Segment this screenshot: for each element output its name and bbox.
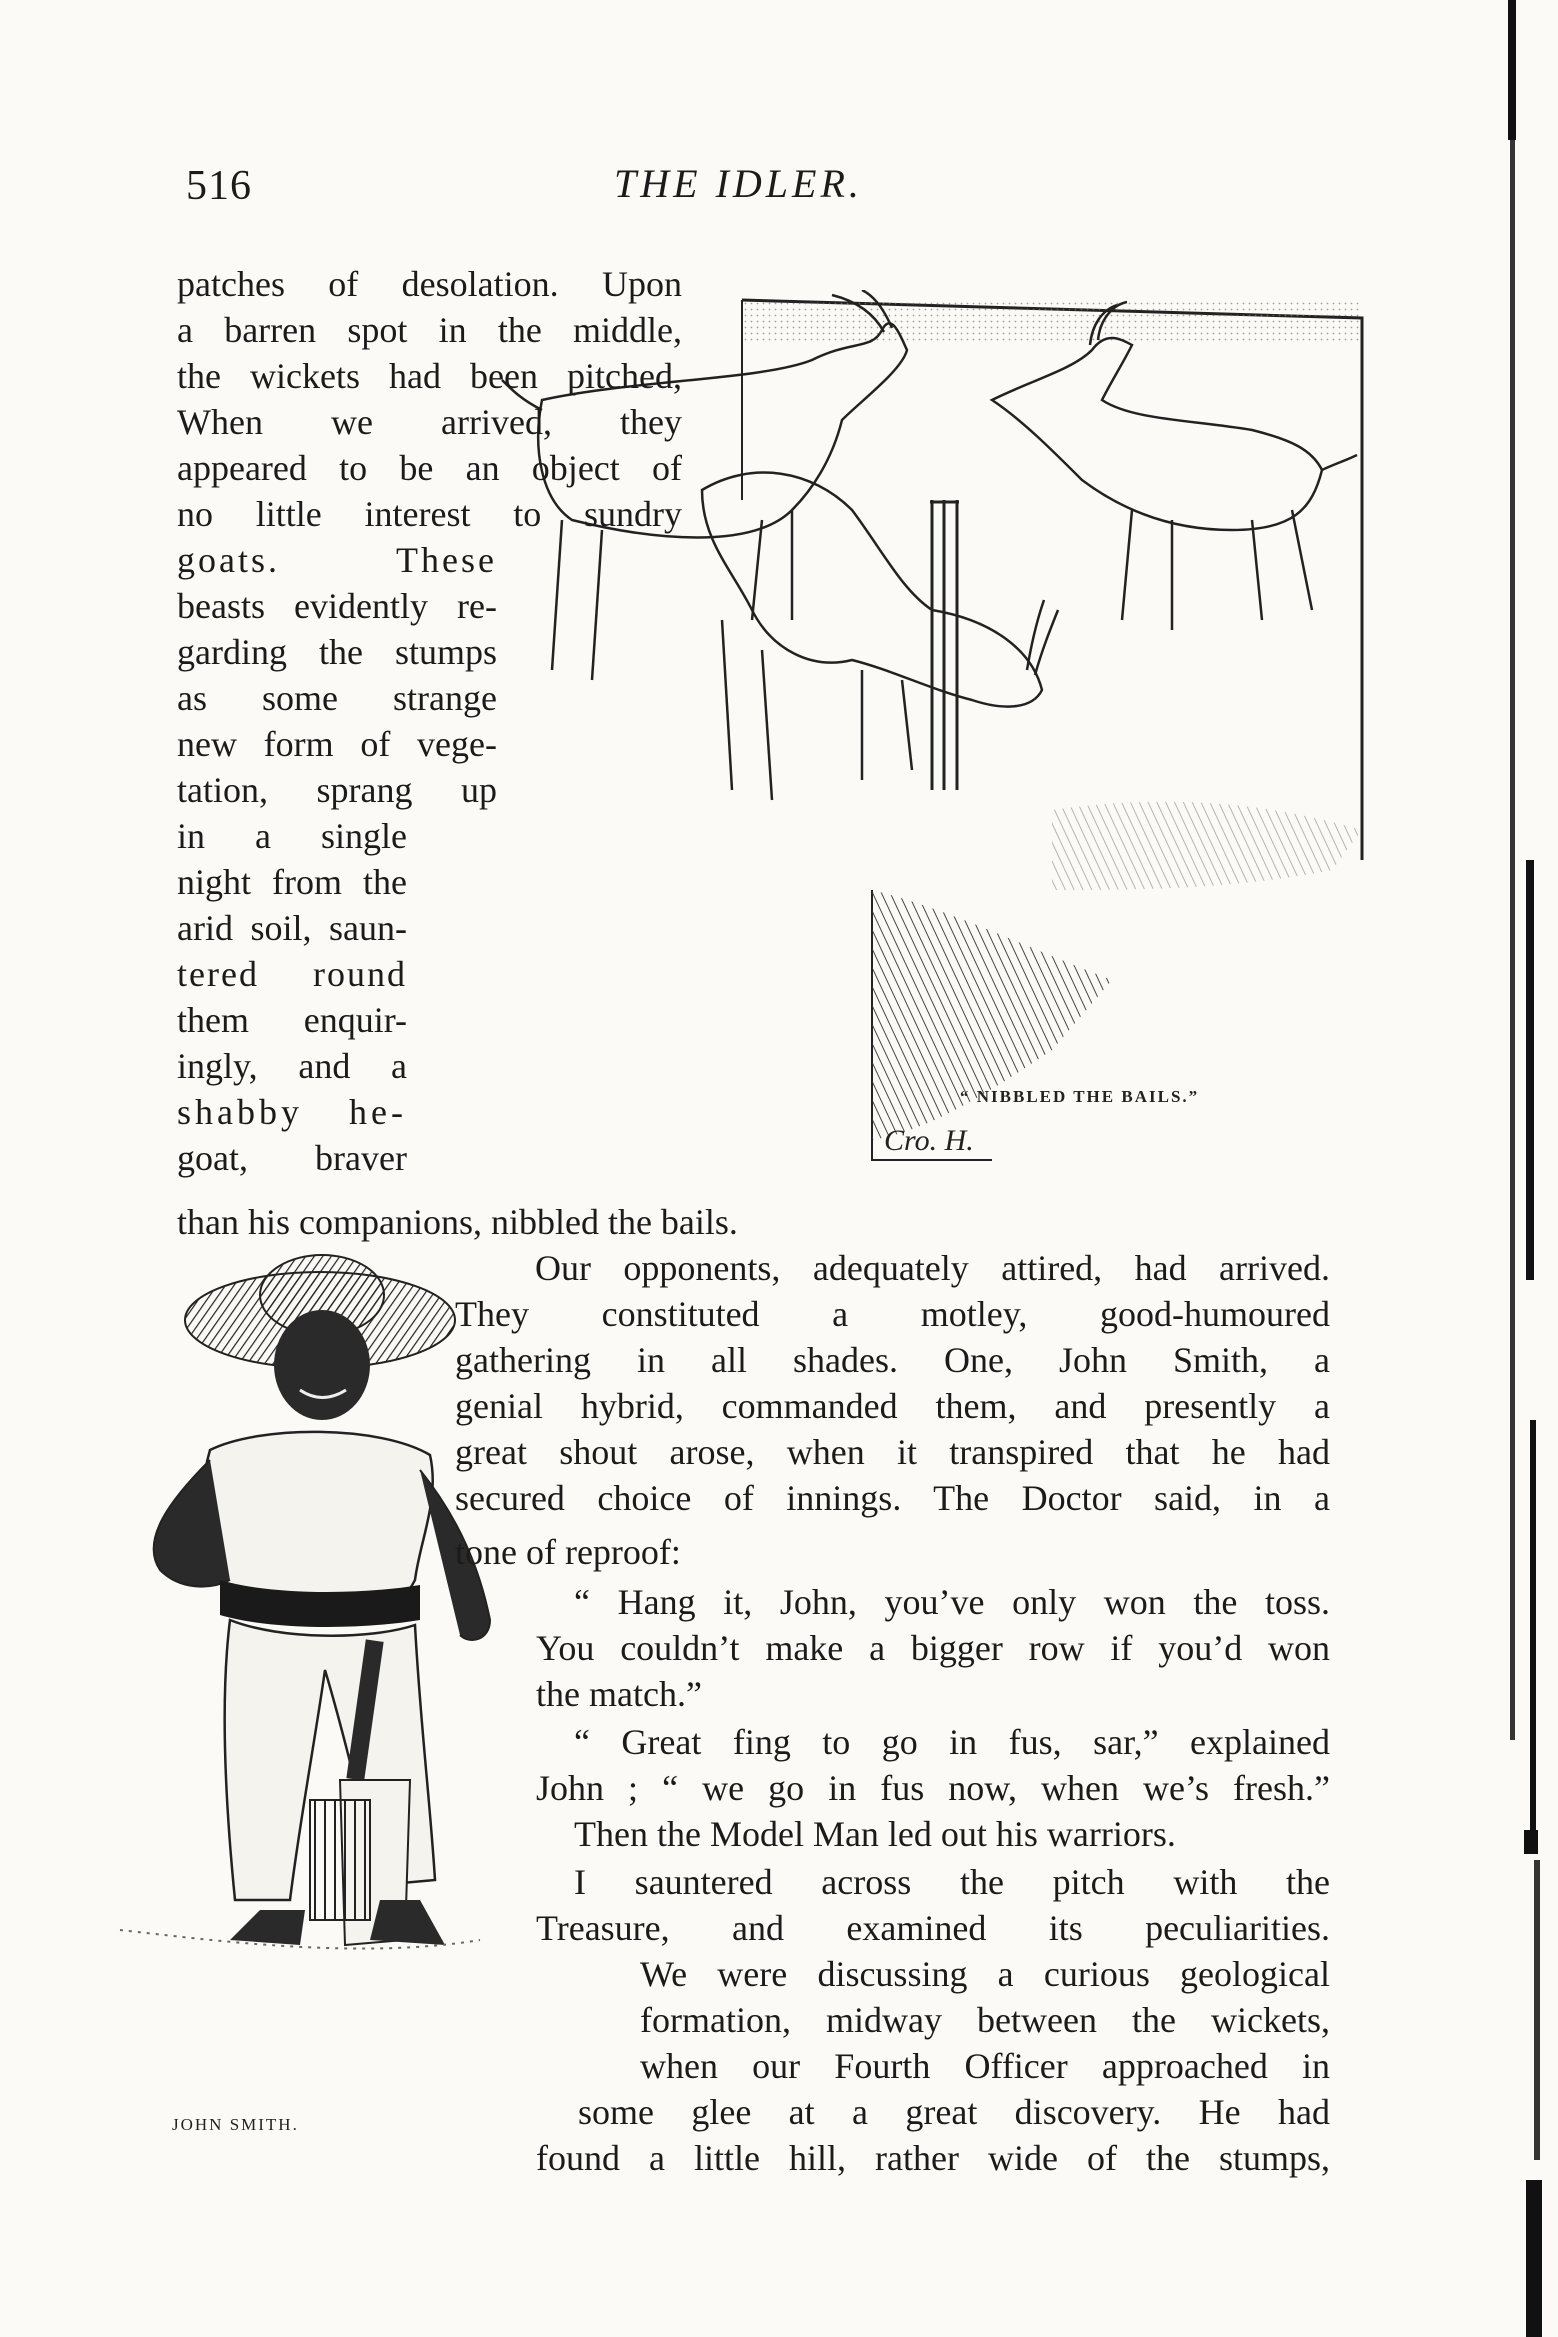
text-line: Our opponents, adequately attired, had arrived. xyxy=(535,1248,1330,1288)
text-line: When we arrived, they xyxy=(177,402,682,442)
text-line: ingly, and a xyxy=(177,1046,407,1086)
text-line: We were discussing a curious geological xyxy=(640,1954,1330,1994)
scan-edge-mark xyxy=(1530,1420,1536,1840)
text-line: when our Fourth Officer approached in xyxy=(640,2046,1330,2086)
text-line: goats. These xyxy=(177,540,497,580)
scan-edge-mark xyxy=(1534,1860,1540,2160)
text-line: secured choice of innings. The Doctor said, in a xyxy=(455,1478,1330,1518)
text-line: beasts evidently re- xyxy=(177,586,497,626)
text-line: gathering in all shades. One, John Smith, a xyxy=(455,1340,1330,1380)
scan-edge-mark xyxy=(1510,140,1515,1740)
text-line: as some strange xyxy=(177,678,497,718)
text-line: They constituted a motley, good-humoured xyxy=(455,1294,1330,1334)
scan-edge-mark xyxy=(1508,0,1516,140)
scan-edge-mark xyxy=(1526,2180,1542,2337)
text-line: tation, sprang up xyxy=(177,770,497,810)
text-line: no little interest to sundry xyxy=(177,494,682,534)
goats-caption: “ NIBBLED THE BAILS.” xyxy=(960,1087,1200,1106)
text-line: a barren spot in the middle, xyxy=(177,310,682,350)
text-line: new form of vege- xyxy=(177,724,497,764)
text-line: night from the xyxy=(177,862,407,902)
text-line: than his companions, nibbled the bails. xyxy=(177,1202,738,1242)
text-line: the wickets had been pitched, xyxy=(177,356,682,396)
text-line: “ Hang it, John, you’ve only won the toss. xyxy=(574,1582,1330,1622)
text-line: “ Great fing to go in fus, sar,” explained xyxy=(574,1722,1330,1762)
john-smith-caption: JOHN SMITH. xyxy=(172,2115,299,2134)
text-line: them enquir- xyxy=(177,1000,407,1040)
text-line: I sauntered across the pitch with the xyxy=(574,1862,1330,1902)
text-line: goat, braver xyxy=(177,1138,407,1178)
text-line: found a little hill, rather wide of the stumps, xyxy=(536,2138,1330,2178)
text-line: the match.” xyxy=(536,1674,702,1714)
text-line: tone of reproof: xyxy=(455,1532,681,1572)
text-line: garding the stumps xyxy=(177,632,497,672)
scan-edge-mark xyxy=(1524,1830,1538,1854)
text-line: great shout arose, when it transpired that he had xyxy=(455,1432,1330,1472)
text-line: You couldn’t make a bigger row if you’d won xyxy=(536,1628,1330,1668)
scan-edge-mark xyxy=(1526,860,1534,1280)
text-line: Treasure, and examined its peculiarities. xyxy=(536,1908,1330,1948)
text-line: appeared to be an object of xyxy=(177,448,682,488)
text-line: formation, midway between the wickets, xyxy=(640,2000,1330,2040)
artist-signature: Cro. H. xyxy=(884,1124,974,1157)
text-line: Then the Model Man led out his warriors. xyxy=(574,1814,1176,1854)
text-line: John ; “ we go in fus now, when we’s fresh.” xyxy=(536,1768,1330,1808)
page-number: 516 xyxy=(186,163,252,209)
text-line: shabby he- xyxy=(177,1092,407,1132)
text-line: in a single xyxy=(177,816,407,856)
text-line: tered round xyxy=(177,954,407,994)
text-line: patches of desolation. Upon xyxy=(177,264,682,304)
running-title: THE IDLER. xyxy=(614,161,863,206)
text-line: arid soil, saun- xyxy=(177,908,407,948)
text-line: some glee at a great discovery. He had xyxy=(578,2092,1330,2132)
text-line: genial hybrid, commanded them, and presently a xyxy=(455,1386,1330,1426)
